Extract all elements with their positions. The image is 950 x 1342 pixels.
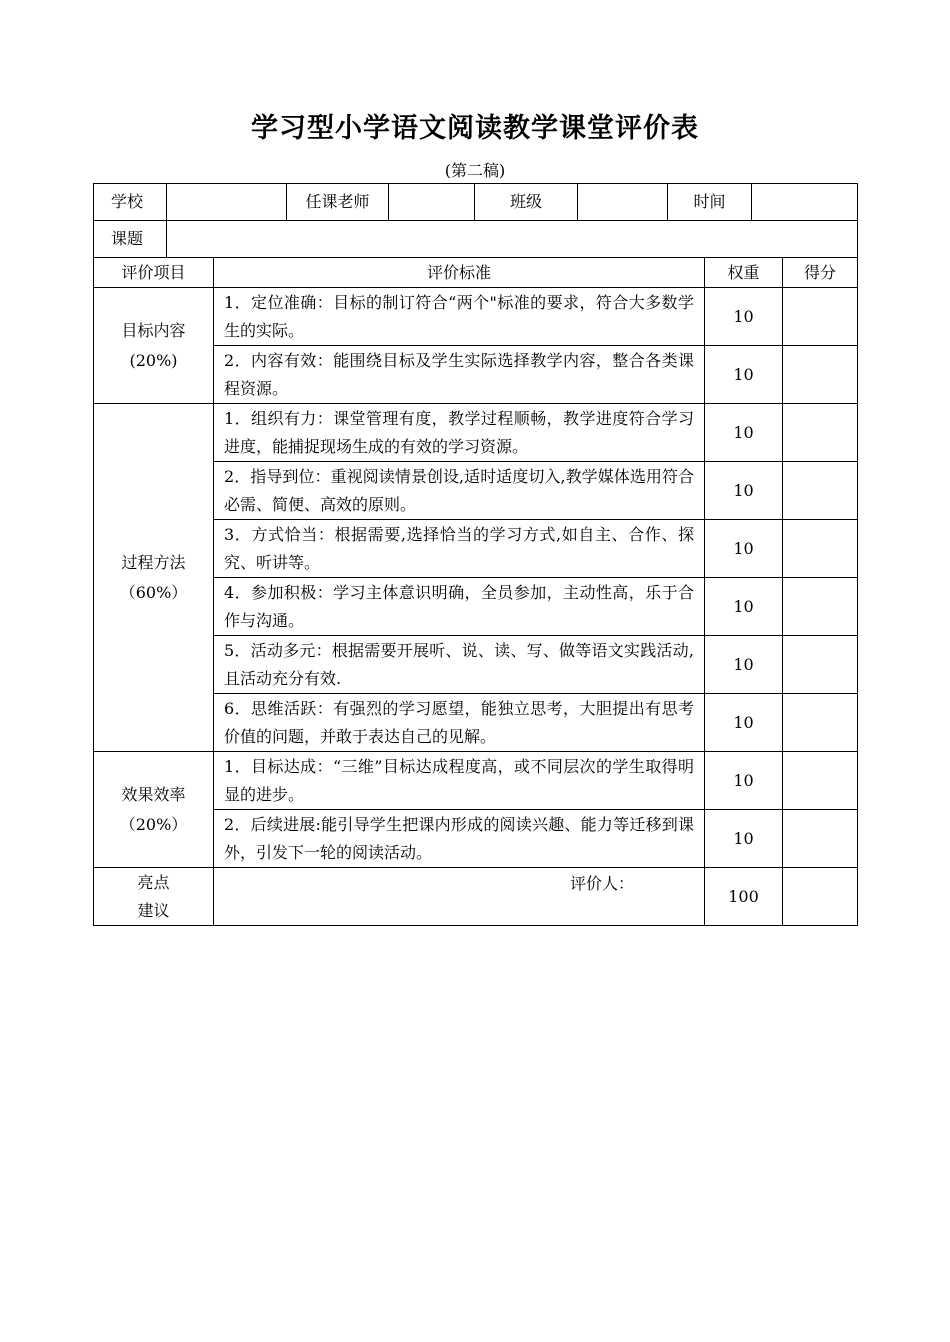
category-percent: （60%） — [119, 582, 188, 602]
teacher-field[interactable] — [389, 184, 475, 221]
score-cell[interactable] — [783, 578, 858, 636]
header-row — [94, 258, 858, 288]
criteria-text: 6．思维活跃：有强烈的学习愿望，能独立思考，大胆提出有思考价值的问题，并敢于表达自己的见解。 — [214, 694, 705, 752]
criteria-text: 2．指导到位：重视阅读情景创设,适时适度切入,教学媒体选用符合必需、简便、高效的原则。 — [214, 462, 705, 520]
criteria-text: 1．组织有力：课堂管理有度，教学过程顺畅，教学进度符合学习进度，能捕捉现场生成的有效的学习资源。 — [214, 404, 705, 462]
category-percent: (20%) — [129, 350, 178, 370]
score-cell[interactable] — [783, 346, 858, 404]
footer-row — [94, 868, 858, 926]
document-title: 学习型小学语文阅读教学课堂评价表 — [251, 113, 699, 144]
criteria-text: 2．内容有效：能围绕目标及学生实际选择教学内容，整合各类课程资源。 — [214, 346, 705, 404]
teacher-label: 任课老师 — [287, 184, 389, 221]
weight-cell: 10 — [705, 810, 783, 868]
weight-cell: 10 — [705, 636, 783, 694]
school-label: 学校 — [94, 184, 167, 221]
score-cell[interactable] — [783, 288, 858, 346]
criteria-text: 3．方式恰当：根据需要,选择恰当的学习方式,如自主、合作、探究、听讲等。 — [214, 520, 705, 578]
header-score: 得分 — [783, 258, 858, 288]
weight-cell: 10 — [705, 288, 783, 346]
score-cell[interactable] — [783, 404, 858, 462]
table-row — [94, 404, 858, 462]
header-item: 评价项目 — [94, 258, 214, 288]
time-field[interactable] — [752, 184, 858, 221]
school-field[interactable] — [167, 184, 287, 221]
reviewer-cell[interactable] — [214, 868, 705, 926]
highlights-label: 亮点 — [137, 872, 170, 892]
table-row — [94, 752, 858, 810]
header-weight: 权重 — [705, 258, 783, 288]
category-process-method — [94, 404, 214, 752]
suggestions-label: 建议 — [137, 900, 170, 920]
category-effect-efficiency — [94, 752, 214, 868]
score-cell[interactable] — [783, 810, 858, 868]
category-name: 过程方法 — [121, 552, 186, 572]
category-name: 目标内容 — [121, 320, 186, 340]
score-cell[interactable] — [783, 462, 858, 520]
score-cell[interactable] — [783, 636, 858, 694]
total-weight-cell: 100 — [705, 868, 783, 926]
topic-field[interactable] — [167, 221, 858, 258]
score-cell[interactable] — [783, 752, 858, 810]
table-row — [94, 288, 858, 346]
weight-cell: 10 — [705, 578, 783, 636]
weight-cell: 10 — [705, 752, 783, 810]
score-cell[interactable] — [783, 694, 858, 752]
header-criteria: 评价标准 — [214, 258, 705, 288]
highlights-suggestions-label — [94, 868, 214, 926]
weight-cell: 10 — [705, 520, 783, 578]
criteria-text: 5．活动多元：根据需要开展听、说、读、写、做等语文实践活动,且活动充分有效. — [214, 636, 705, 694]
reviewer-label: 评价人： — [569, 874, 634, 893]
total-score-cell[interactable] — [783, 868, 858, 926]
topic-label: 课题 — [94, 221, 167, 258]
weight-cell: 10 — [705, 346, 783, 404]
topic-row — [94, 221, 858, 258]
score-cell[interactable] — [783, 520, 858, 578]
class-label: 班级 — [475, 184, 578, 221]
category-name: 效果效率 — [121, 784, 186, 804]
weight-cell: 10 — [705, 694, 783, 752]
time-label: 时间 — [668, 184, 752, 221]
category-percent: （20%） — [119, 814, 188, 834]
criteria-text: 1．目标达成：“三维”目标达成程度高，或不同层次的学生取得明显的进步。 — [214, 752, 705, 810]
weight-cell: 10 — [705, 462, 783, 520]
info-table — [93, 183, 858, 258]
category-goal-content — [94, 288, 214, 404]
weight-cell: 10 — [705, 404, 783, 462]
evaluation-table — [93, 257, 858, 926]
document-subtitle: (第二稿) — [444, 161, 506, 180]
info-row — [94, 184, 858, 221]
criteria-text: 2．后续进展:能引导学生把课内形成的阅读兴趣、能力等迁移到课外，引发下一轮的阅读活动。 — [214, 810, 705, 868]
criteria-text: 4．参加积极：学习主体意识明确，全员参加，主动性高，乐于合作与沟通。 — [214, 578, 705, 636]
criteria-text: 1．定位准确：目标的制订符合“两个"标准的要求，符合大多数学生的实际。 — [214, 288, 705, 346]
class-field[interactable] — [578, 184, 668, 221]
